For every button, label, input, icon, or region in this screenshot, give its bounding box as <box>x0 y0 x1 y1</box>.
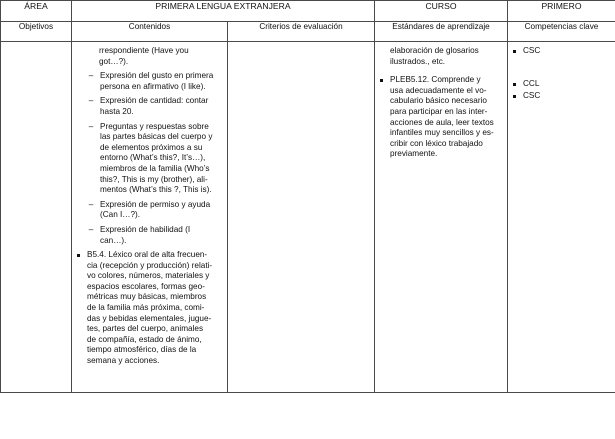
square-bullet-icon <box>380 79 383 82</box>
dash-bullet: – <box>88 199 94 209</box>
content-row <box>1 42 615 393</box>
course-value: PRIMERO <box>508 1 615 22</box>
square-bullet-icon <box>513 83 516 86</box>
column-header-criterios: Criterios de evaluación <box>228 22 375 42</box>
column-header-contenidos: Contenidos <box>72 22 228 42</box>
competencia-item: CSC <box>511 46 612 57</box>
contenidos-dash-item: – Expresión de cantidad: contar hasta 20. <box>88 96 209 116</box>
contenidos-dash-item: – Preguntas y respuestas sobre las partes básicas del cuerpo y de elementos próximos a su entorno (What’s this?, It’s…), miembros de la familia (Who’s this?, This is my (brother), ali- mentos (What’s this ?, This is). <box>88 121 213 195</box>
criterios-cell <box>228 42 375 393</box>
contenidos-dash-item: – Expresión de habilidad (I can…). <box>88 224 191 245</box>
contenidos-cell <box>72 42 228 393</box>
dash-bullet: – <box>88 96 94 106</box>
square-bullet-icon <box>513 50 516 53</box>
column-header-row <box>1 22 615 42</box>
header-row <box>1 1 615 22</box>
course-label: CURSO <box>375 1 508 22</box>
dash-bullet: – <box>88 121 94 131</box>
contenidos-continuation: rrespondiente (Have you got…?). <box>99 46 189 66</box>
square-bullet-icon <box>513 95 516 98</box>
competencia-item: CCL <box>511 79 612 90</box>
contenidos-dash-item: – Expresión del gusto en primera persona en afirmativo (I like). <box>88 71 214 91</box>
column-header-objetivos: Objetivos <box>1 22 72 42</box>
competencias-cell <box>508 42 615 393</box>
column-header-competencias: Competencias clave <box>508 22 615 42</box>
dash-bullet: – <box>88 224 94 234</box>
objetivos-cell <box>1 42 72 393</box>
estandares-continuation: elaboración de glosarios ilustrados., etc. <box>390 46 479 66</box>
dash-bullet: – <box>88 71 94 81</box>
estandares-bullet-item: PLEB5.12. Comprende y usa adecuadamente el vo- cabulario básico necesario para participar en las inter- acciones de aula, leer textos infantiles muy sencillos y es- cribir con léxico trabajado previamente. <box>378 75 504 160</box>
area-label: ÁREA <box>1 1 72 22</box>
area-value: PRIMERA LENGUA EXTRANJERA <box>72 1 375 22</box>
square-bullet-icon <box>77 254 80 257</box>
estandares-cell <box>375 42 508 393</box>
contenidos-bullet-item: B5.4. Léxico oral de alta frecuen- cia (recepción y producción) relati- vo colores, números, materiales y espacios escolares, formas geo- métricas muy básicas, miembros de la familia más próxima, comi- das y bebidas elementales, jugue- tes, partes del cuerpo, animales de compañía, estado de ánimo, tiempo atmosférico, días de la semana y acciones. <box>75 250 224 367</box>
contenidos-dash-item: – Expresión de permiso y ayuda (Can I…?). <box>88 199 211 220</box>
column-header-estandares: Estándares de aprendizaje <box>375 22 508 42</box>
competencia-item: CSC <box>511 91 612 102</box>
